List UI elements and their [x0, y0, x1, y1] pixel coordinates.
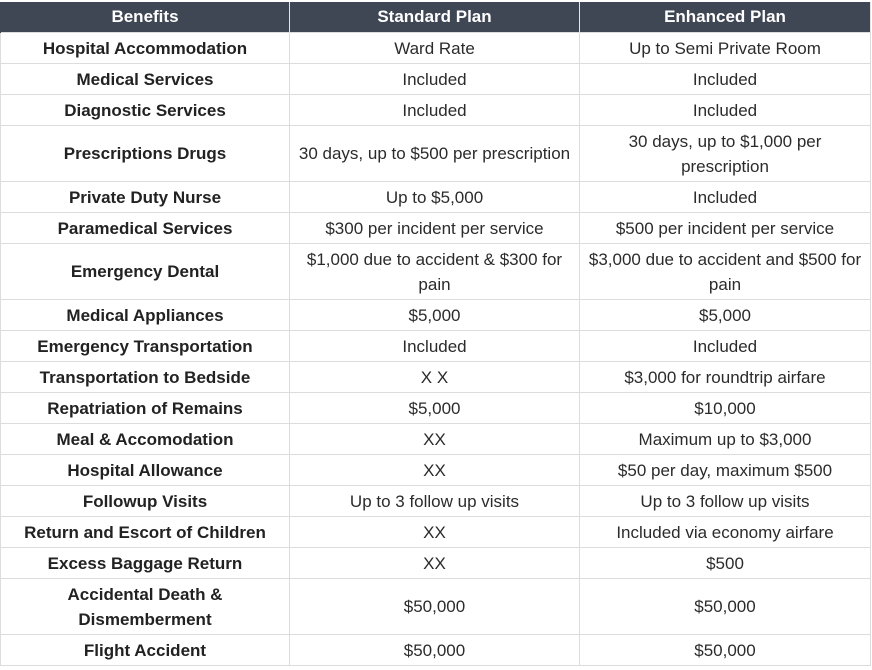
benefit-cell: Prescriptions Drugs — [1, 126, 290, 182]
benefit-cell: Followup Visits — [1, 486, 290, 517]
standard-plan-cell: XX — [290, 424, 580, 455]
standard-plan-cell: $50,000 — [290, 579, 580, 635]
enhanced-plan-cell: Included — [580, 64, 871, 95]
standard-plan-cell: $50,000 — [290, 635, 580, 666]
table-row — [1, 64, 871, 95]
benefit-cell: Accidental Death & Dismemberment — [1, 579, 290, 635]
standard-plan-cell: X X — [290, 362, 580, 393]
benefit-cell: Private Duty Nurse — [1, 182, 290, 213]
enhanced-plan-cell: 30 days, up to $1,000 per prescription — [580, 126, 871, 182]
benefit-cell: Return and Escort of Children — [1, 517, 290, 548]
enhanced-plan-cell: Included via economy airfare — [580, 517, 871, 548]
column-header-standard-plan: Standard Plan — [290, 2, 580, 33]
standard-plan-cell: Ward Rate — [290, 33, 580, 64]
enhanced-plan-cell: $500 per incident per service — [580, 213, 871, 244]
table-row — [1, 635, 871, 666]
table-row — [1, 244, 871, 300]
table-row — [1, 517, 871, 548]
table-row — [1, 331, 871, 362]
benefit-cell: Hospital Accommodation — [1, 33, 290, 64]
enhanced-plan-cell: Included — [580, 95, 871, 126]
enhanced-plan-cell: $500 — [580, 548, 871, 579]
benefit-cell: Emergency Dental — [1, 244, 290, 300]
standard-plan-cell: Included — [290, 95, 580, 126]
table-row — [1, 126, 871, 182]
table-row — [1, 393, 871, 424]
standard-plan-cell: Up to 3 follow up visits — [290, 486, 580, 517]
table-row — [1, 424, 871, 455]
standard-plan-cell: Included — [290, 64, 580, 95]
standard-plan-cell: XX — [290, 548, 580, 579]
table-row — [1, 300, 871, 331]
table-row — [1, 362, 871, 393]
standard-plan-cell: Up to $5,000 — [290, 182, 580, 213]
table-body — [1, 33, 871, 666]
benefit-cell: Excess Baggage Return — [1, 548, 290, 579]
standard-plan-cell: 30 days, up to $500 per prescription — [290, 126, 580, 182]
benefit-cell: Paramedical Services — [1, 213, 290, 244]
table-row — [1, 33, 871, 64]
enhanced-plan-cell: Included — [580, 331, 871, 362]
enhanced-plan-cell: Up to 3 follow up visits — [580, 486, 871, 517]
benefits-comparison-table — [0, 2, 871, 666]
benefit-cell: Flight Accident — [1, 635, 290, 666]
enhanced-plan-cell: $10,000 — [580, 393, 871, 424]
benefit-cell: Repatriation of Remains — [1, 393, 290, 424]
enhanced-plan-cell: Maximum up to $3,000 — [580, 424, 871, 455]
column-header-enhanced-plan: Enhanced Plan — [580, 2, 871, 33]
column-header-benefits: Benefits — [1, 2, 290, 33]
table-row — [1, 455, 871, 486]
enhanced-plan-cell: Up to Semi Private Room — [580, 33, 871, 64]
benefit-cell: Transportation to Bedside — [1, 362, 290, 393]
benefit-cell: Emergency Transportation — [1, 331, 290, 362]
standard-plan-cell: $1,000 due to accident & $300 for pain — [290, 244, 580, 300]
table-header — [1, 2, 871, 33]
enhanced-plan-cell: $3,000 for roundtrip airfare — [580, 362, 871, 393]
standard-plan-cell: XX — [290, 517, 580, 548]
enhanced-plan-cell: Included — [580, 182, 871, 213]
benefit-cell: Medical Appliances — [1, 300, 290, 331]
table-row — [1, 213, 871, 244]
enhanced-plan-cell: $5,000 — [580, 300, 871, 331]
header-row — [1, 2, 871, 33]
standard-plan-cell: $5,000 — [290, 300, 580, 331]
table-row — [1, 548, 871, 579]
table-row — [1, 95, 871, 126]
benefit-cell: Medical Services — [1, 64, 290, 95]
table-row — [1, 486, 871, 517]
enhanced-plan-cell: $3,000 due to accident and $500 for pain — [580, 244, 871, 300]
standard-plan-cell: Included — [290, 331, 580, 362]
table-row — [1, 579, 871, 635]
benefit-cell: Diagnostic Services — [1, 95, 290, 126]
table-row — [1, 182, 871, 213]
benefits-table-container — [0, 2, 870, 666]
benefit-cell: Hospital Allowance — [1, 455, 290, 486]
benefit-cell: Meal & Accomodation — [1, 424, 290, 455]
enhanced-plan-cell: $50,000 — [580, 635, 871, 666]
standard-plan-cell: $5,000 — [290, 393, 580, 424]
standard-plan-cell: XX — [290, 455, 580, 486]
enhanced-plan-cell: $50 per day, maximum $500 — [580, 455, 871, 486]
enhanced-plan-cell: $50,000 — [580, 579, 871, 635]
standard-plan-cell: $300 per incident per service — [290, 213, 580, 244]
